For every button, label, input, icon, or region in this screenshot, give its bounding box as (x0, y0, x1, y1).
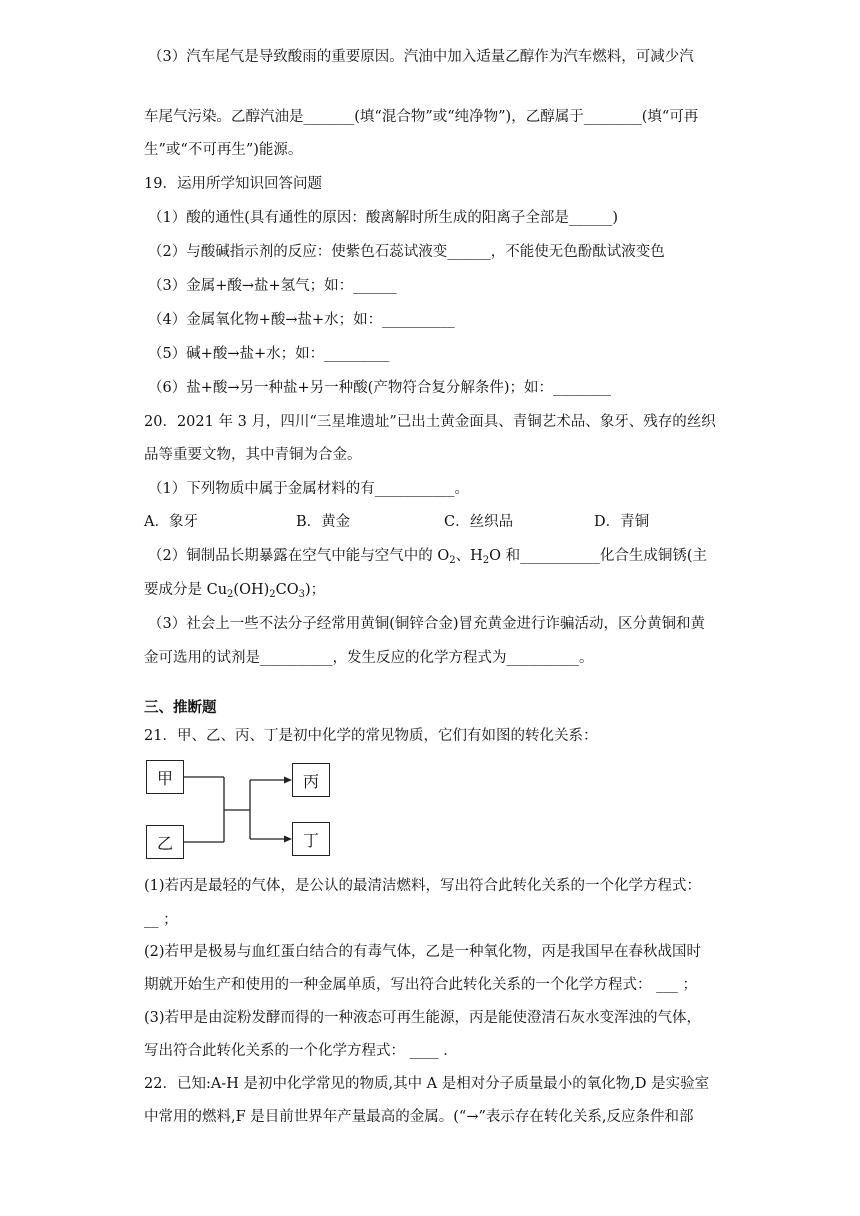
q21-part2-line2: 期就开始生产和使用的一种金属单质，写出符合此转化关系的一个化学方程式： ___ ； (144, 977, 697, 993)
q22-line2: 中常用的燃料,F 是目前世界年产量最高的金属。(“→”表示存在转化关系,反应条件和部 (144, 1109, 694, 1125)
q21-stem: 21．甲、乙、丙、丁是初中化学的常见物质，它们有如图的转化关系： (144, 728, 598, 744)
q21-conversion-diagram (146, 760, 346, 860)
q21-part1-line1: (1)若丙是最轻的气体，是公认的最清洁燃料，写出符合此转化关系的一个化学方程式： (144, 878, 702, 894)
q18-part3-line3: 生”或“不可再生”)能源。 (144, 142, 303, 158)
q19-title: 19．运用所学知识回答问题 (144, 176, 322, 192)
box-ding: 丁 (292, 822, 330, 856)
q20-stem-line2: 品等重要文物，其中青铜为合金。 (144, 447, 362, 463)
q21-part1-line2: __ ； (144, 912, 178, 928)
q20-part3-line1: （3）社会上一些不法分子经常用黄铜(铜锌合金)冒充黄金进行诈骗活动，区分黄铜和黄 (148, 616, 706, 632)
section-heading-inference: 三、推断题 (144, 699, 217, 716)
box-yi: 乙 (146, 825, 184, 859)
q19-item-5: （5）碱+酸→盐+水；如：_________ (148, 346, 390, 362)
box-bing: 丙 (292, 763, 330, 797)
q20-part1: （1）下列物质中属于金属材料的有___________。 (148, 481, 469, 497)
q19-item-3: （3）金属+酸→盐+氢气；如：______ (148, 278, 397, 294)
q20-option-b: B．黄金 (296, 514, 351, 530)
q18-part3-line2: 车尾气污染。乙醇汽油是_______(填“混合物”或“纯净物”)，乙醇属于________(填“可再 (144, 109, 699, 125)
q18-part3-line1: （3）汽车尾气是导致酸雨的重要原因。汽油中加入适量乙醇作为汽车燃料，可减少汽 (148, 49, 694, 65)
q20-part2-line1: （2）铜制品长期暴露在空气中能与空气中的 $O_2$、$H_2O$ 和___________化合生成铜锈(主 (148, 548, 708, 566)
q20-part3-line2: 金可选用的试剂是__________，发生反应的化学方程式为__________。 (144, 650, 594, 666)
q19-item-1: （1）酸的通性(具有通性的原因：酸离解时所生成的阳离子全部是______) (148, 210, 619, 226)
q21-part3-line2: 写出符合此转化关系的一个化学方程式： ____ ． (144, 1043, 458, 1059)
box-jia: 甲 (146, 760, 184, 794)
q20-option-c: C．丝织品 (444, 514, 514, 530)
q19-item-2: （2）与酸碱指示剂的反应：使紫色石蕊试液变______，不能使无色酚酞试液变色 (148, 244, 665, 260)
q20-part2-line2: 要成分是 $Cu_2(OH)_2CO_3$)； (144, 582, 326, 600)
q19-item-6: （6）盐+酸→另一种盐+另一种酸(产物符合复分解条件)；如：________ (148, 380, 611, 396)
q20-option-a: A．象牙 (144, 514, 198, 530)
q22-line1: 22．已知:A-H 是初中化学常见的物质,其中 A 是相对分子质量最小的氧化物,D 是实验室 (144, 1076, 710, 1092)
q21-part3-line1: (3)若甲是由淀粉发酵而得的一种液态可再生能源，丙是能使澄清石灰水变浑浊的气体， (144, 1010, 702, 1026)
q20-stem-line1: 20．2021 年 3 月，四川“三星堆遗址”已出土黄金面具、青铜艺术品、象牙、残存的丝织 (144, 414, 716, 430)
q21-part2-line1: (2)若甲是极易与血红蛋白结合的有毒气体，乙是一种氧化物，丙是我国早在春秋战国时 (144, 944, 702, 960)
q19-item-4: （4）金属氧化物+酸→盐+水；如：__________ (148, 312, 455, 328)
q20-option-d: D．青铜 (594, 514, 650, 530)
